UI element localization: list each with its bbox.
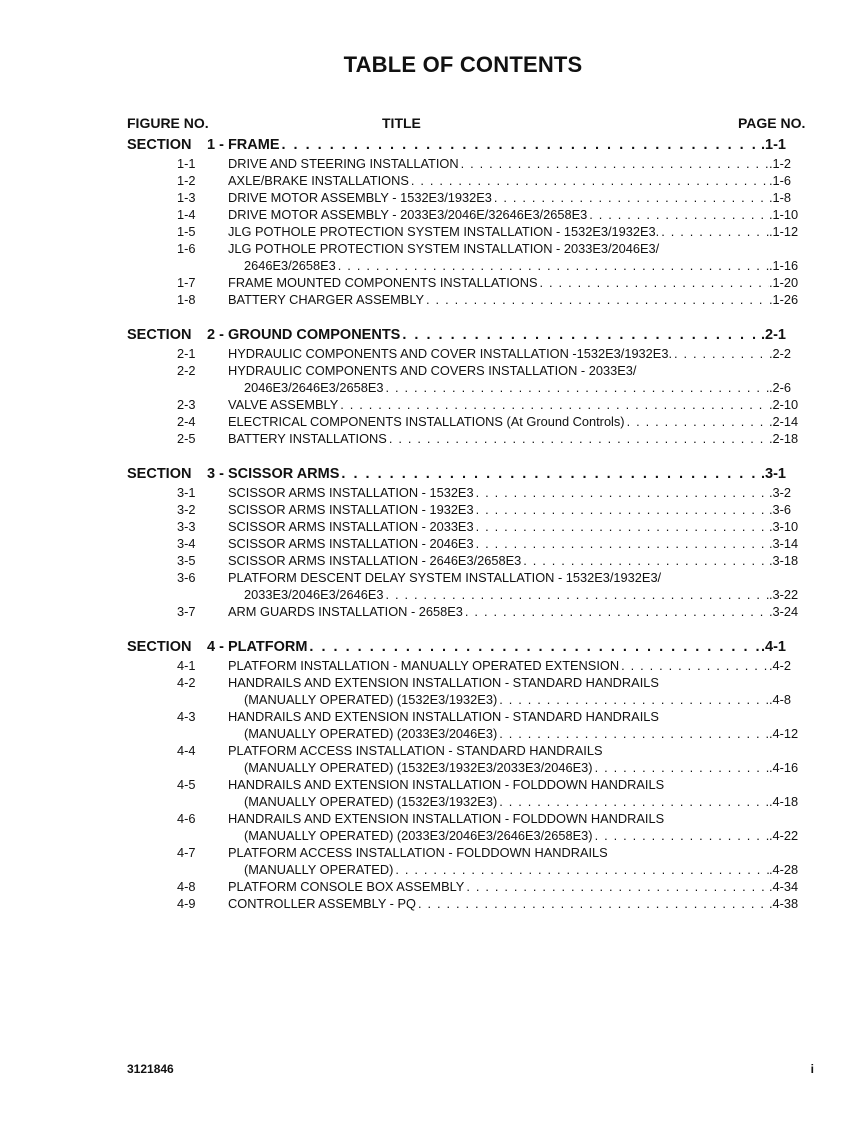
page-no-header: PAGE NO. [738,115,806,131]
dot-leader [409,172,769,189]
figure-number: 3-2 [177,502,196,517]
dot-leader [464,878,769,895]
document-number: 3121846 [127,1062,174,1076]
entry-title: (MANUALLY OPERATED) (1532E3/1932E3) [244,794,498,809]
toc-entry[interactable] [127,223,817,240]
figure-number: 4-1 [177,658,196,673]
entry-title: HYDRAULIC COMPONENTS AND COVERS INSTALLATION - 2033E3/ [228,363,637,378]
section-heading[interactable] [127,326,817,345]
section-spacer [127,308,817,326]
entry-page: .4-22 [769,828,799,843]
toc-entry-continuation[interactable] [127,861,817,878]
figure-number: 2-1 [177,346,196,361]
entry-title: PLATFORM ACCESS INSTALLATION - STANDARD HANDRAILS [228,743,603,758]
entry-page: .1-6 [769,173,792,188]
dot-leader [280,136,762,155]
entry-page: .3-18 [769,553,799,568]
figure-number: 1-7 [177,275,196,290]
section-label: SECTION [127,466,192,482]
toc-entry[interactable] [127,810,817,827]
figure-number: 4-7 [177,845,196,860]
title-header: TITLE [382,115,421,131]
dot-leader [400,326,761,345]
figure-number: 1-6 [177,241,196,256]
toc-entry[interactable] [127,518,817,535]
figure-number: 4-2 [177,675,196,690]
toc-entry[interactable] [127,345,817,362]
toc-entry[interactable] [127,674,817,691]
toc-entry[interactable] [127,708,817,725]
toc-entry[interactable] [127,776,817,793]
toc-entry-continuation[interactable] [127,257,817,274]
table-of-contents [127,136,817,912]
entry-page: .4-18 [769,794,799,809]
entry-title: DRIVE MOTOR ASSEMBLY - 2033E3/2046E/32646E3/2658E3 [228,207,588,222]
entry-title: HANDRAILS AND EXTENSION INSTALLATION - FOLDDOWN HANDRAILS [228,777,665,792]
section-label: SECTION [127,639,192,655]
entry-page: .3-14 [769,536,799,551]
toc-entry[interactable] [127,189,817,206]
toc-entry[interactable] [127,240,817,257]
entry-page: .3-6 [769,502,792,517]
dot-leader [463,603,769,620]
section-spacer [127,620,817,638]
entry-title: 2646E3/2658E3 [244,258,336,273]
toc-entry-continuation[interactable] [127,759,817,776]
entry-page: .4-38 [769,896,799,911]
entry-title: (MANUALLY OPERATED) (2033E3/2046E3/2646E3/2658E3) [244,828,593,843]
figure-number: 1-4 [177,207,196,222]
entry-page: .2-10 [769,397,799,412]
entry-title: HYDRAULIC COMPONENTS AND COVER INSTALLATION -1532E3/1932E3. [228,346,672,361]
figure-number: 3-4 [177,536,196,551]
toc-entry[interactable] [127,569,817,586]
section-title: 1 - FRAME [207,137,280,153]
dot-leader [424,291,769,308]
toc-entry[interactable] [127,535,817,552]
figure-number: 1-5 [177,224,196,239]
toc-entry-continuation[interactable] [127,827,817,844]
entry-title: BATTERY INSTALLATIONS [228,431,387,446]
section-spacer [127,447,817,465]
toc-entry[interactable] [127,172,817,189]
entry-page: .1-2 [769,156,792,171]
toc-entry[interactable] [127,895,817,912]
dot-leader [587,206,769,223]
figure-number: 2-3 [177,397,196,412]
figure-number: 1-3 [177,190,196,205]
section-page: .1-1 [761,137,786,153]
toc-entry[interactable] [127,291,817,308]
entry-title: SCISSOR ARMS INSTALLATION - 2033E3 [228,519,474,534]
section-page: .4-1 [761,639,786,655]
entry-page: .4-12 [769,726,799,741]
toc-entry[interactable] [127,552,817,569]
dot-leader [619,657,769,674]
figure-number: 1-1 [177,156,196,171]
figure-number: 3-7 [177,604,196,619]
entry-title: (MANUALLY OPERATED) (2033E3/2046E3) [244,726,498,741]
entry-title: PLATFORM INSTALLATION - MANUALLY OPERATED EXTENSION [228,658,620,673]
entry-page: .2-6 [769,380,792,395]
figure-number: 4-9 [177,896,196,911]
toc-entry[interactable] [127,206,817,223]
entry-page: .3-2 [769,485,792,500]
figure-number: 4-3 [177,709,196,724]
dot-leader [625,413,769,430]
dot-leader [538,274,769,291]
toc-entry[interactable] [127,362,817,379]
dot-leader [497,793,769,810]
entry-title: FRAME MOUNTED COMPONENTS INSTALLATIONS [228,275,538,290]
dot-leader [339,465,761,484]
entry-page: .4-8 [769,692,792,707]
entry-title: SCISSOR ARMS INSTALLATION - 1532E3 [228,485,474,500]
page-title: TABLE OF CONTENTS [343,52,583,77]
figure-number: 4-6 [177,811,196,826]
dot-leader [474,484,769,501]
entry-title: DRIVE MOTOR ASSEMBLY - 1532E3/1932E3 [228,190,492,205]
toc-entry[interactable] [127,396,817,413]
figure-number: 1-8 [177,292,196,307]
figure-no-header: FIGURE NO. [127,115,209,131]
entry-title: JLG POTHOLE PROTECTION SYSTEM INSTALLATION - 1532E3/1932E3. [228,224,660,239]
entry-title: SCISSOR ARMS INSTALLATION - 2646E3/2658E3 [228,553,522,568]
entry-title: PLATFORM DESCENT DELAY SYSTEM INSTALLATION - 1532E3/1932E3/ [228,570,662,585]
entry-page: .2-2 [769,346,792,361]
dot-leader [474,501,769,518]
toc-entry-continuation[interactable] [127,586,817,603]
figure-number: 2-4 [177,414,196,429]
dot-leader [659,223,769,240]
section-heading[interactable] [127,136,817,155]
entry-page: .3-22 [769,587,799,602]
entry-page: .1-8 [769,190,792,205]
toc-entry[interactable] [127,274,817,291]
figure-number: 2-2 [177,363,196,378]
dot-leader [521,552,769,569]
entry-title: 2046E3/2646E3/2658E3 [244,380,384,395]
entry-title: HANDRAILS AND EXTENSION INSTALLATION - STANDARD HANDRAILS [228,675,659,690]
dot-leader [336,257,769,274]
dot-leader [593,759,769,776]
figure-number: 1-2 [177,173,196,188]
section-page: .3-1 [761,466,786,482]
entry-title: 2033E3/2046E3/2646E3 [244,587,384,602]
figure-number: 3-3 [177,519,196,534]
entry-page: .1-12 [769,224,799,239]
entry-title: HANDRAILS AND EXTENSION INSTALLATION - STANDARD HANDRAILS [228,709,659,724]
toc-entry[interactable] [127,430,817,447]
page-number: i [810,1062,814,1076]
entry-title: CONTROLLER ASSEMBLY - PQ [228,896,416,911]
toc-entry-continuation[interactable] [127,691,817,708]
section-label: SECTION [127,137,192,153]
entry-title: JLG POTHOLE PROTECTION SYSTEM INSTALLATION - 2033E3/2046E3/ [228,241,660,256]
dot-leader [459,155,769,172]
dot-leader [672,345,769,362]
toc-entry[interactable] [127,657,817,674]
figure-number: 3-5 [177,553,196,568]
entry-page: .1-16 [769,258,799,273]
entry-title: ELECTRICAL COMPONENTS INSTALLATIONS (At Ground Controls) [228,414,625,429]
entry-page: .3-24 [769,604,799,619]
toc-entry[interactable] [127,603,817,620]
toc-entry[interactable] [127,844,817,861]
entry-title: AXLE/BRAKE INSTALLATIONS [228,173,409,188]
entry-page: .2-18 [769,431,799,446]
toc-entry[interactable] [127,742,817,759]
toc-entry[interactable] [127,155,817,172]
figure-number: 3-6 [177,570,196,585]
entry-title: (MANUALLY OPERATED) [244,862,394,877]
entry-page: .1-26 [769,292,799,307]
entry-page: .3-10 [769,519,799,534]
dot-leader [474,535,769,552]
section-title: 2 - GROUND COMPONENTS [207,327,401,343]
dot-leader [387,430,769,447]
section-label: SECTION [127,327,192,343]
toc-entry-continuation[interactable] [127,379,817,396]
entry-page: .2-14 [769,414,799,429]
toc-entry-continuation[interactable] [127,725,817,742]
entry-title: PLATFORM CONSOLE BOX ASSEMBLY [228,879,465,894]
figure-number: 3-1 [177,485,196,500]
dot-leader [307,638,761,657]
section-title: 4 - PLATFORM [207,639,308,655]
entry-page: .4-28 [769,862,799,877]
dot-leader [393,861,769,878]
entry-title: (MANUALLY OPERATED) (1532E3/1932E3/2033E3/2046E3) [244,760,593,775]
entry-page: .1-10 [769,207,799,222]
entry-title: HANDRAILS AND EXTENSION INSTALLATION - FOLDDOWN HANDRAILS [228,811,665,826]
dot-leader [497,725,769,742]
toc-entry[interactable] [127,413,817,430]
entry-title: (MANUALLY OPERATED) (1532E3/1932E3) [244,692,498,707]
dot-leader [497,691,769,708]
toc-entry[interactable] [127,484,817,501]
section-page: .2-1 [761,327,786,343]
dot-leader [383,586,769,603]
entry-page: .4-2 [769,658,792,673]
dot-leader [593,827,769,844]
figure-number: 4-4 [177,743,196,758]
entry-title: SCISSOR ARMS INSTALLATION - 2046E3 [228,536,474,551]
dot-leader [338,396,769,413]
entry-page: .4-16 [769,760,799,775]
entry-title: DRIVE AND STEERING INSTALLATION [228,156,459,171]
dot-leader [383,379,769,396]
toc-entry[interactable] [127,501,817,518]
entry-page: .1-20 [769,275,799,290]
figure-number: 2-5 [177,431,196,446]
entry-title: VALVE ASSEMBLY [228,397,339,412]
section-heading[interactable] [127,638,817,657]
entry-title: ARM GUARDS INSTALLATION - 2658E3 [228,604,463,619]
section-heading[interactable] [127,465,817,484]
entry-page: .4-34 [769,879,799,894]
figure-number: 4-8 [177,879,196,894]
dot-leader [416,895,769,912]
section-title: 3 - SCISSOR ARMS [207,466,340,482]
figure-number: 4-5 [177,777,196,792]
dot-leader [492,189,769,206]
toc-entry-continuation[interactable] [127,793,817,810]
dot-leader [474,518,769,535]
entry-title: PLATFORM ACCESS INSTALLATION - FOLDDOWN HANDRAILS [228,845,608,860]
entry-title: BATTERY CHARGER ASSEMBLY [228,292,425,307]
entry-title: SCISSOR ARMS INSTALLATION - 1932E3 [228,502,474,517]
toc-entry[interactable] [127,878,817,895]
